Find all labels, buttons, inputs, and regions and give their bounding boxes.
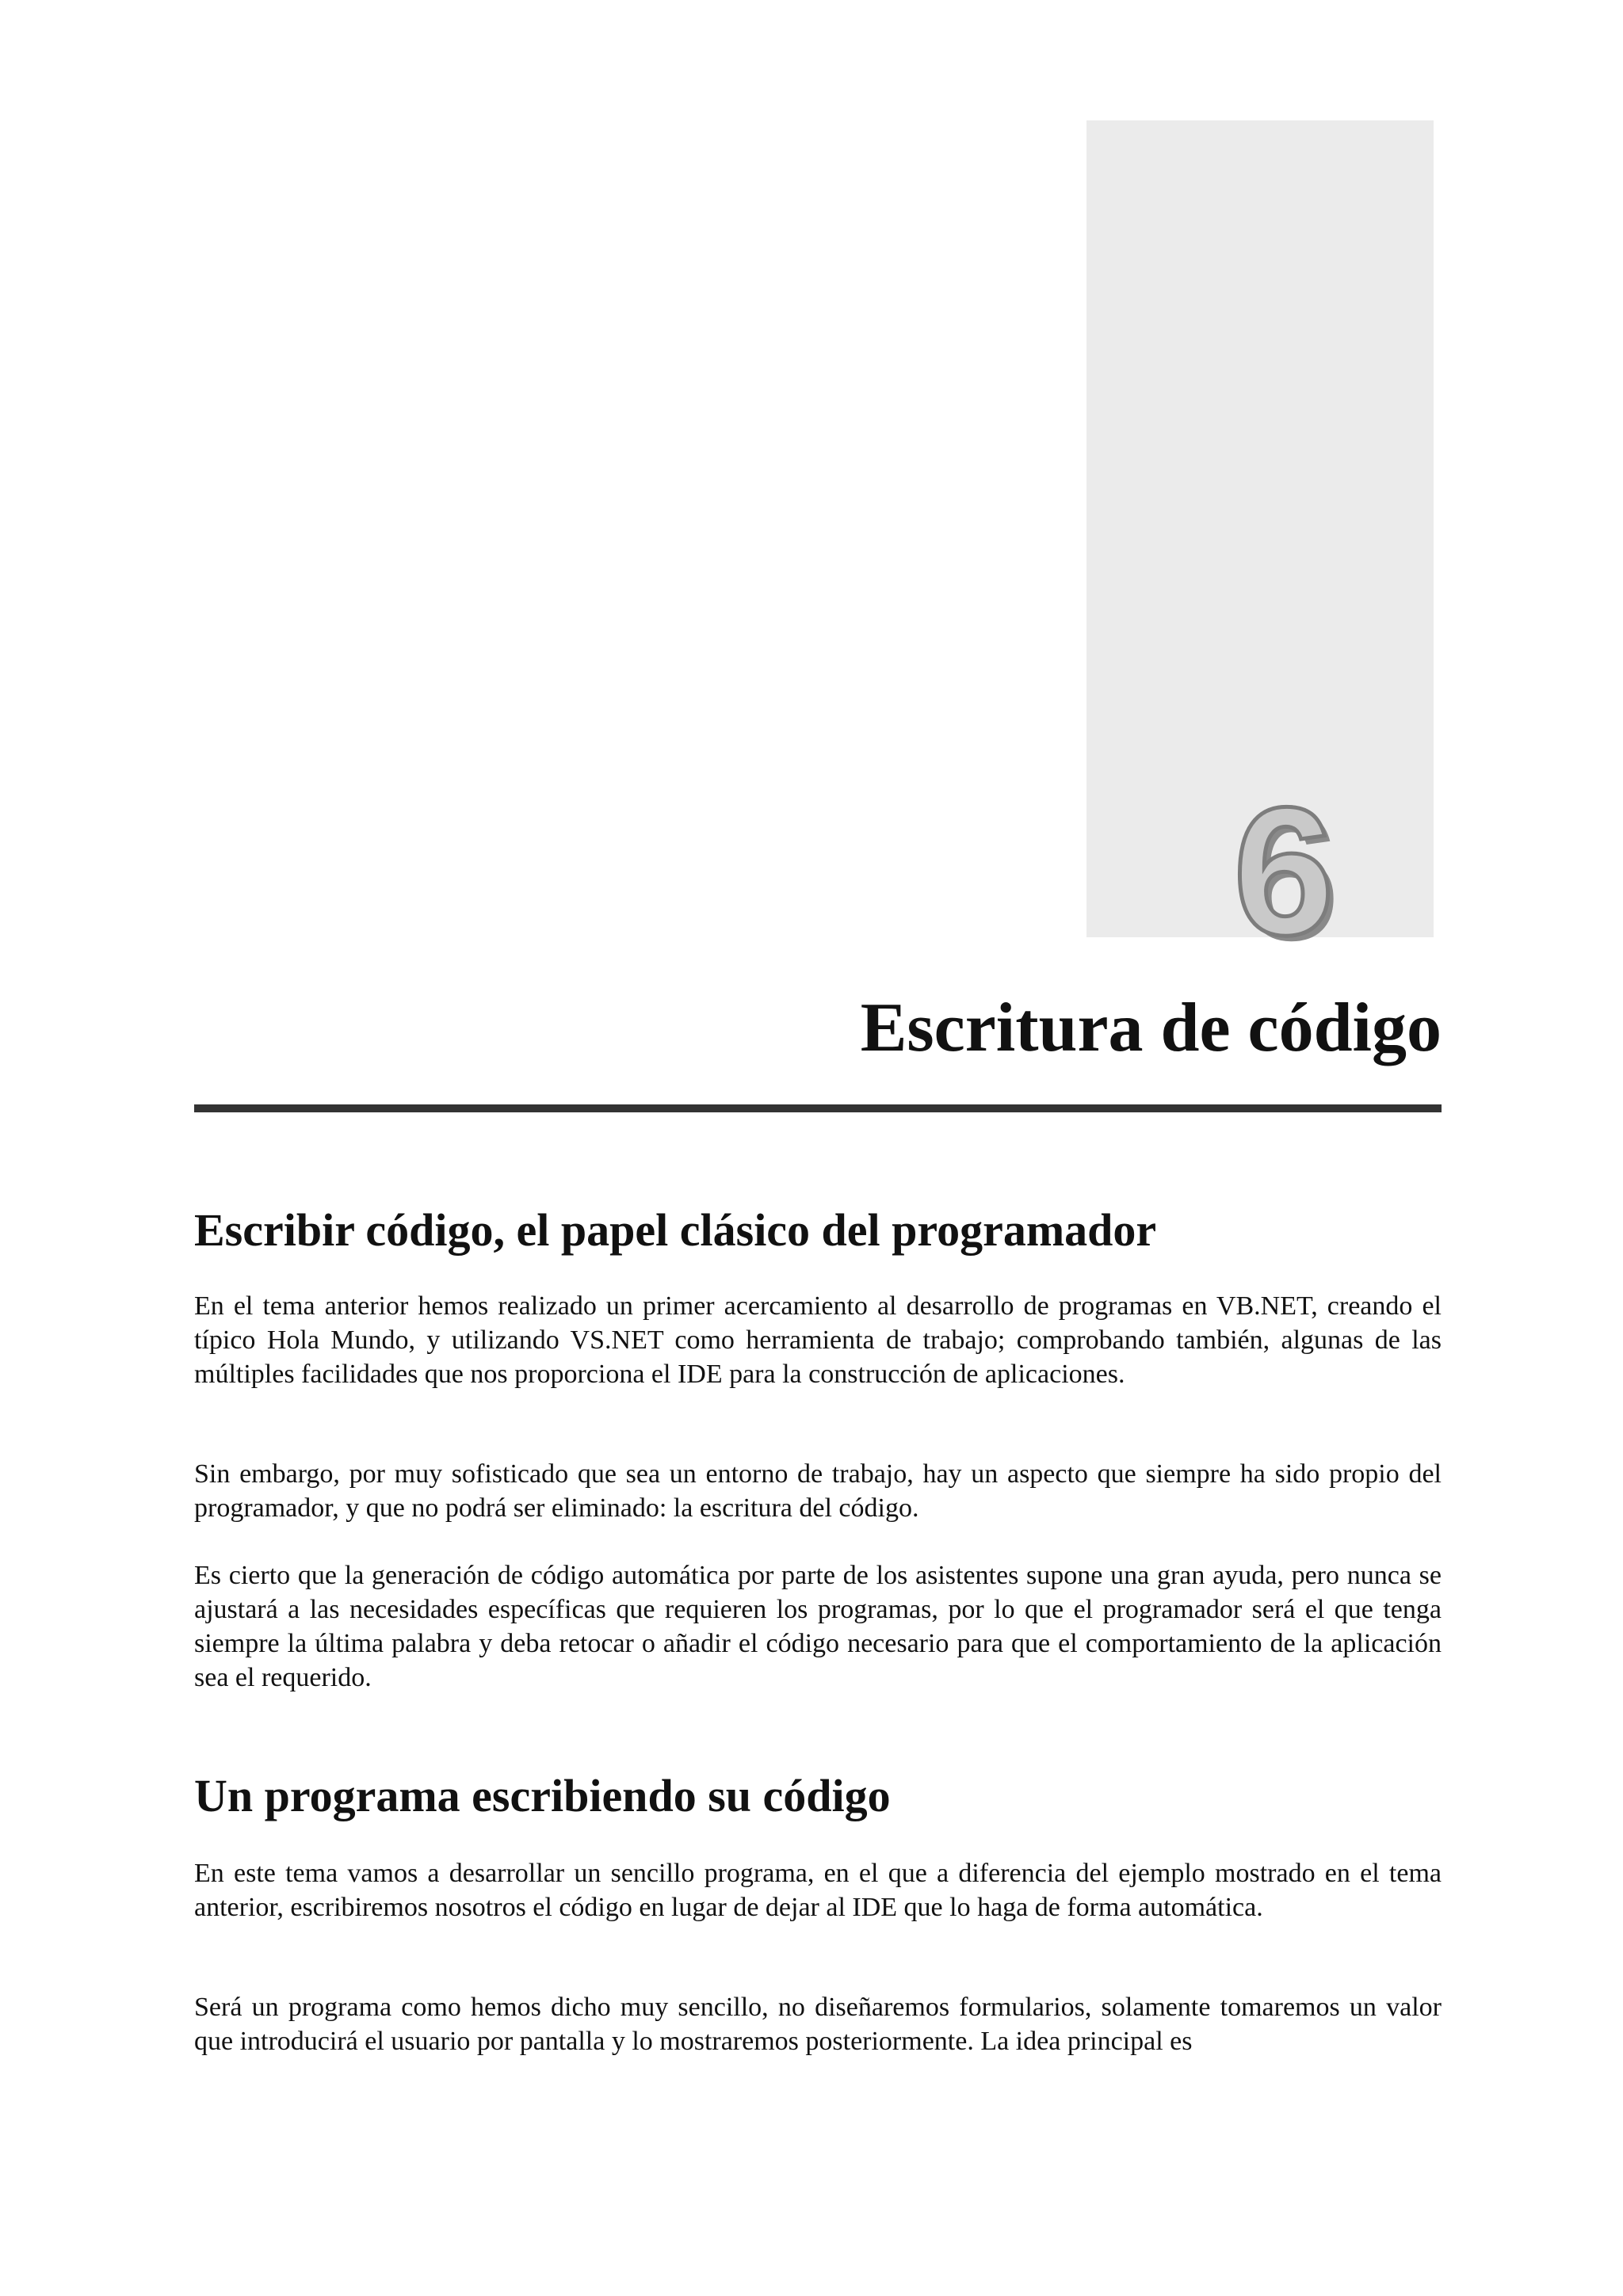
paragraph-1-2: Sin embargo, por muy sofisticado que sea un entorno de trabajo, hay un aspecto que siempre ha sido propio del programador, y que no podrá ser eliminado: la escritura del código. [194,1459,1442,1523]
section-heading-1: Escribir código, el papel clásico del programador [194,1204,1157,1256]
chapter-title: Escritura de código [860,990,1442,1066]
title-divider [194,1104,1442,1112]
section-heading-2: Un programa escribiendo su código [194,1770,891,1821]
paragraph-1-3: Es cierto que la generación de código automática por parte de los asistentes supone una gran ayuda, pero nunca se ajustará a las necesidades específicas que requieren los programas, por lo que el programador será el que tenga siempre la última palabra y deba retocar o añadir el código necesario para que el comportamiento de la aplicación sea el requerido. [194,1561,1442,1692]
paragraph-1-1: En el tema anterior hemos realizado un primer acercamiento al desarrollo de programas en VB.NET, creando el típico Hola Mundo, y utilizando VS.NET como herramienta de trabajo; comprobando también, algunas de las múltiples facilidades que nos proporciona el IDE para la construcción de aplicaciones. [194,1291,1442,1389]
chapter-number: 6 [1233,769,1335,973]
paragraph-2-2: Será un programa como hemos dicho muy sencillo, no diseñaremos formularios, solamente tomaremos un valor que introducirá el usuario por pantalla y lo mostraremos posteriormente. La idea principal es [194,1993,1442,2056]
paragraph-2-1: En este tema vamos a desarrollar un sencillo programa, en el que a diferencia del ejemplo mostrado en el tema anterior, escribiremos nosotros el código en lugar de dejar al IDE que lo haga de forma automática. [194,1859,1442,1922]
chapter-number-panel [1086,120,1434,973]
